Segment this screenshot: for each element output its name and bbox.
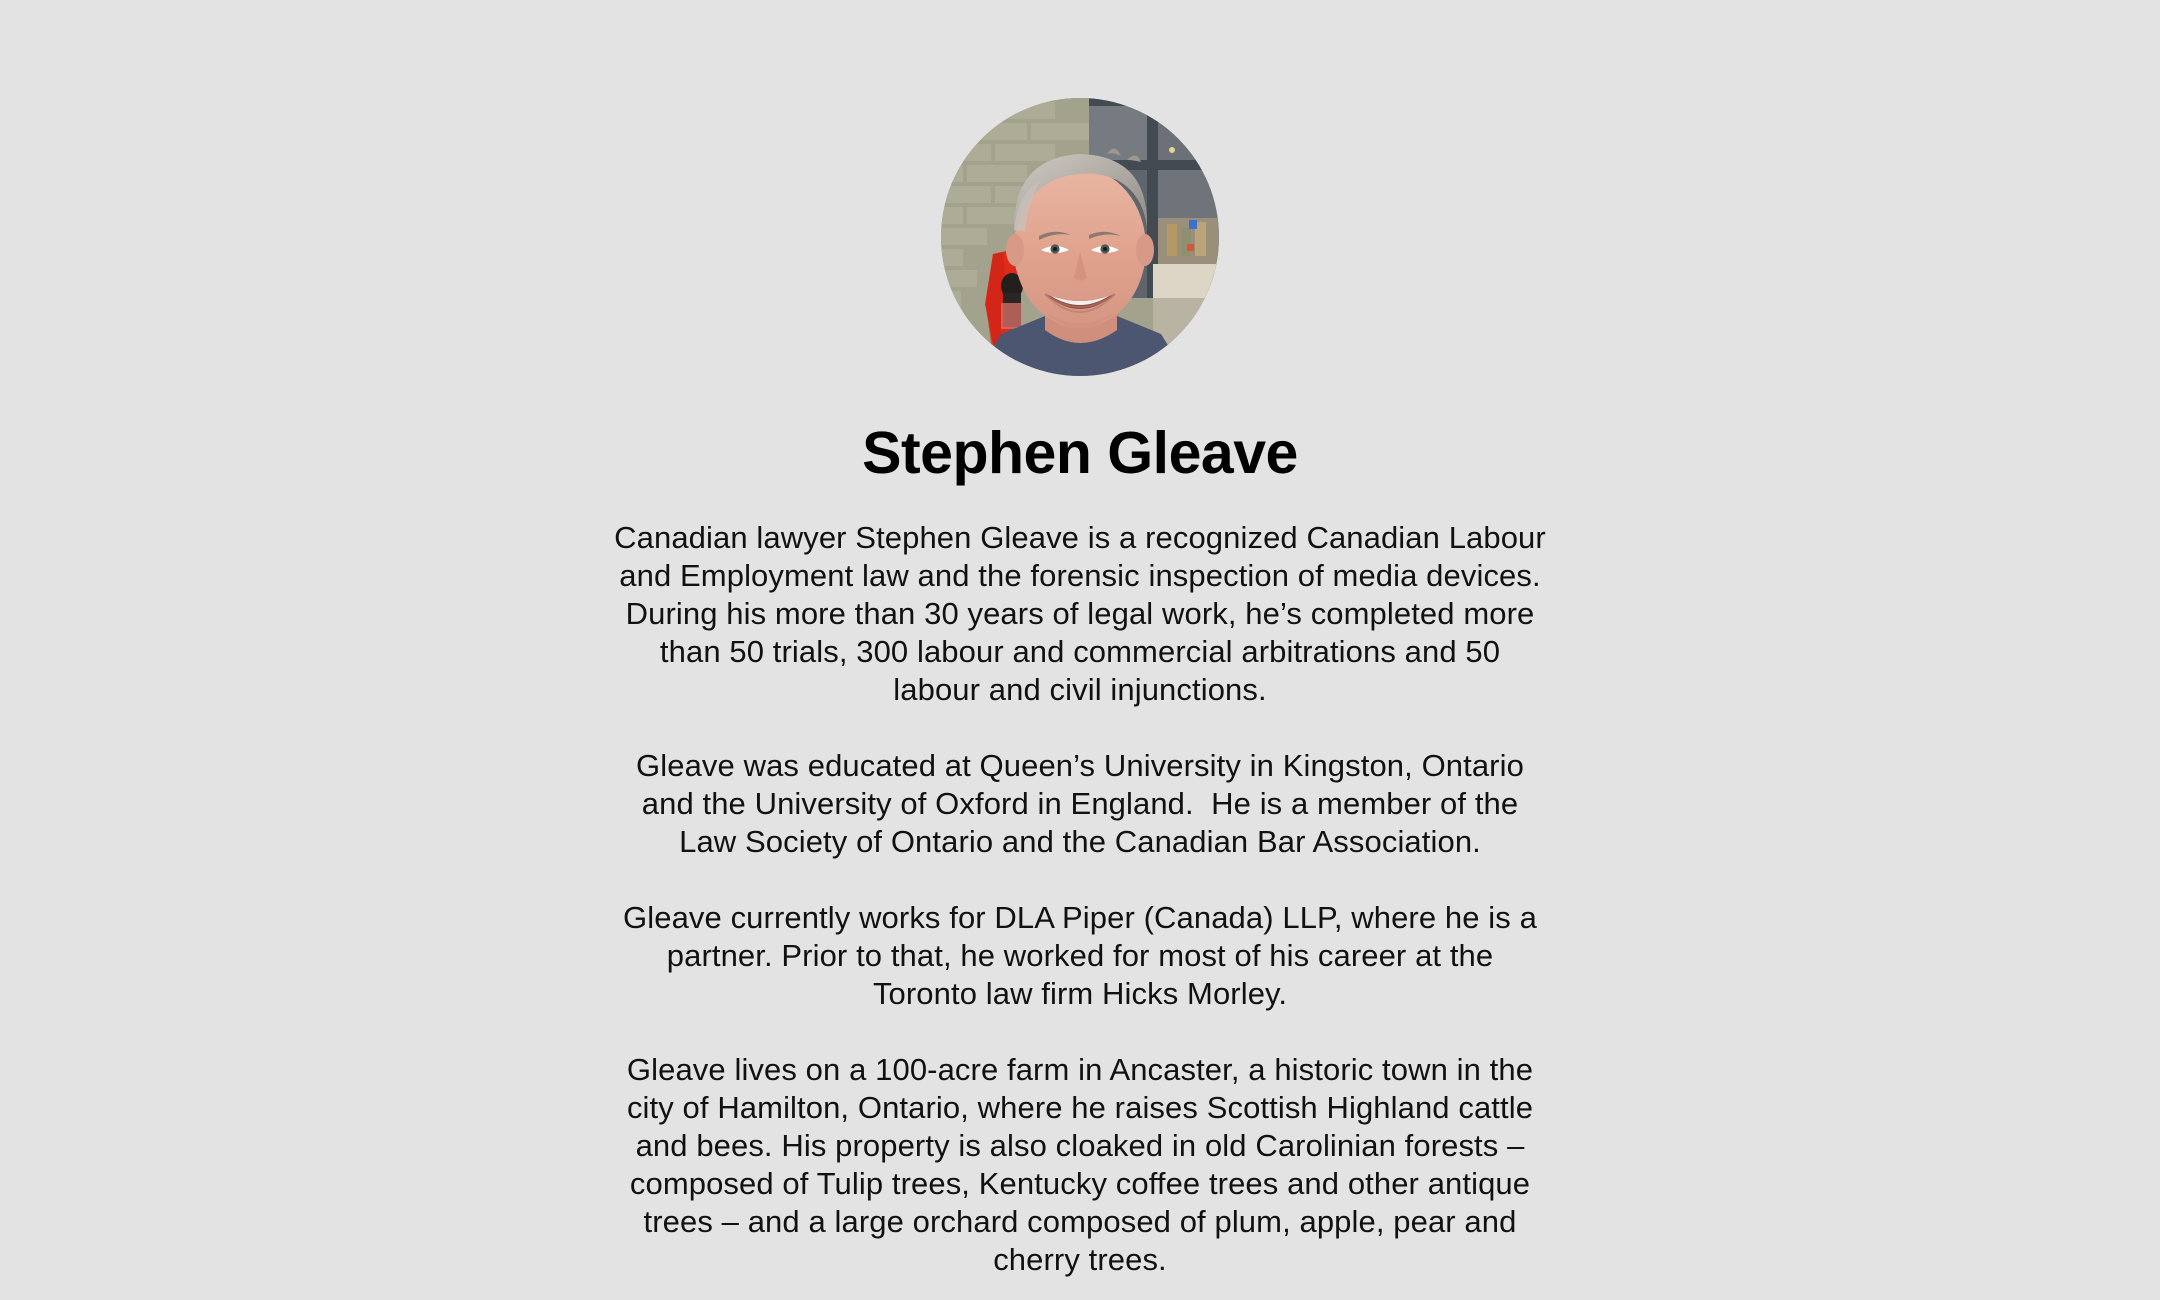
portrait-photo-icon bbox=[941, 98, 1219, 376]
bio-paragraph: Gleave currently works for DLA Piper (Canada) LLP, where he is a partner. Prior to that, he worked for most of his career at the Toronto law firm Hicks Morley. bbox=[623, 899, 1546, 1011]
profile-container bbox=[613, 0, 1555, 1279]
bio-paragraph: Gleave was educated at Queen’s University in Kingston, Ontario and the University of Oxford in England. He is a member of the Law Society of Ontario and the Canadian Bar Association. bbox=[636, 747, 1533, 859]
avatar bbox=[941, 98, 1219, 376]
bio-paragraph: Canadian lawyer Stephen Gleave is a recognized Canadian Labour and Employment law and the forensic inspection of media devices. During his more than 30 years of legal work, he’s completed more than 50 trials, 300 labour and commercial arbitrations and 50 labour and civil injunctions. bbox=[614, 519, 1555, 707]
bio-paragraph: Gleave lives on a 100-acre farm in Ancaster, a historic town in the city of Hamilton, Ontario, where he raises Scottish Highland cattle and bees. His property is also cloaked in old Carolinian forests – composed of Tulip trees, Kentucky coffee trees and other antique trees – and a large orchard composed of plum, apple, pear and cherry trees. bbox=[626, 1051, 1542, 1277]
page-title: Stephen Gleave bbox=[862, 420, 1298, 486]
bio-section bbox=[613, 488, 1555, 1279]
